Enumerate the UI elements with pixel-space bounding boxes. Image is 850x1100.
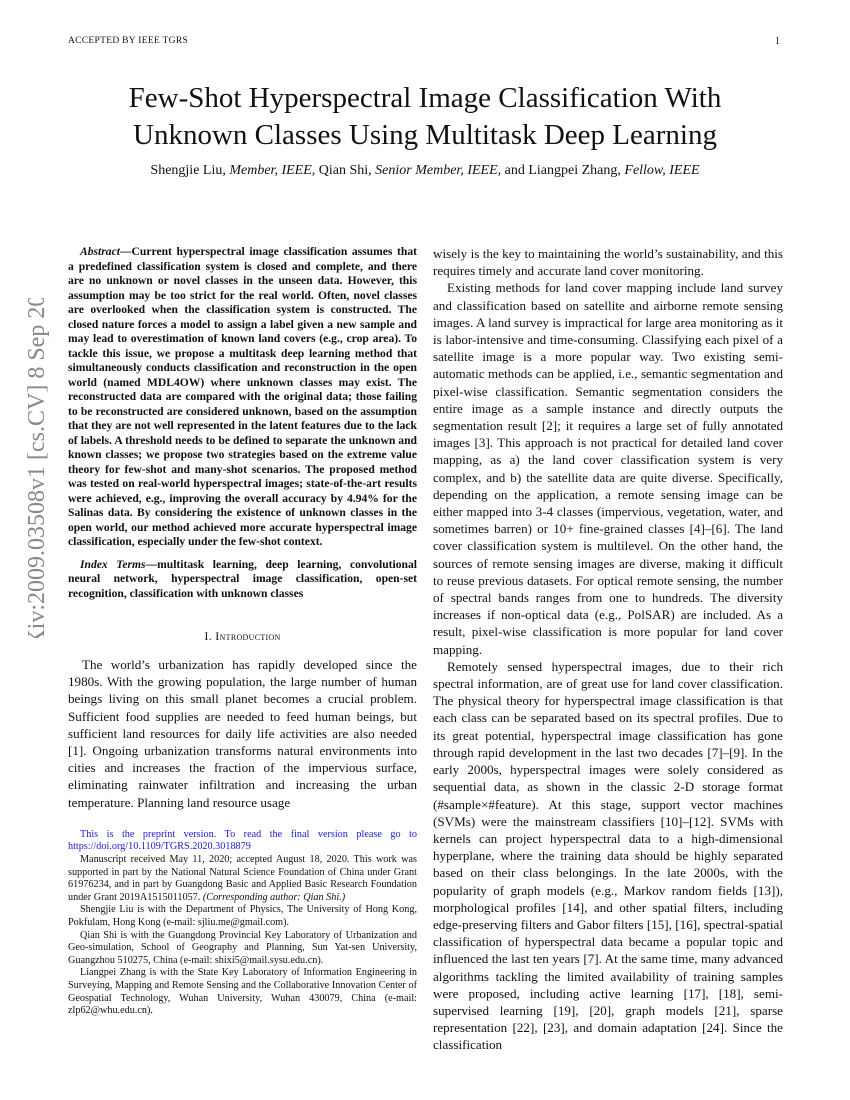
left-column	[68, 245, 417, 1018]
intro-paragraph: The world’s urbanization has rapidly developed since the 1980s. With the growing population, the large number of human beings living on this small planet becomes a crucial problem. Sufficient food supplies are needed to feed human beings, but sufficient land resources for daily life activities are also needed [1]. Ongoing urbanization transforms natural environments into cities and increases the fraction of the impervious surface, eliminating rainwater infiltration and increasing the urban temperature. Planning land resource usage	[68, 657, 417, 810]
preprint-note[interactable]: This is the preprint version. To read the final version please go to https://doi.org/10.1109/TGRS.2020.3018879	[68, 828, 417, 853]
body-paragraph-3: Remotely sensed hyperspectral images, due to their rich spectral information, are of great use for land cover classification. The physical theory for hyperspectral image classification is that each class can be separated based on its spectral profiles. Due to its great potential, hyperspectral image classification has gone through rapid development in the last two decades [7]–[9]. In the early 2000s, hyperspectral images were solely considered as sequential data, as shown in the classic 2-D storage format (#sample×#feature). At this stage, support vector machines (SVMs) were the mainstream classifiers [10]–[12]. SVMs with kernels can project hyperspectral data to a high-dimensional hyperplane, where the training data should be highly separated based on their class belongings. In the late 2000s, with the popularity of graph models (e.g., Markov random fields [13]), morphological profiles [14], and other spatial filters, including edge-preserving filters and Gabor filters [15], [16], spectral-spatial classification of hyperspectral data became a popular topic and influenced the last ten years [7]. At the same time, many advanced algorithms tackling the limited availability of training samples were proposed, including active learning [17], [18], semi-supervised learning [19], [20], graph models [21], sparse representation [22], [23], and domain adaptation [24]. Since the classification	[433, 658, 783, 1053]
arxiv-stamp	[20, 298, 50, 638]
manuscript-text: Manuscript received May 11, 2020; accepted August 18, 2020. This work was supported in part by the National Natural Science Foundation of China under Grant 61976234, and in part by Guangdong Basic and Applied Basic Research Foundation under Grant 2019A1515011057.	[68, 854, 417, 903]
section-title: Introduction	[215, 629, 281, 643]
affiliation-zhang: Liangpei Zhang is with the State Key Laboratory of Information Engineering in Surveying, Mapping and Remote Sensing and the Collaborative Innovation Center of Geospatial Technology, Wuhan University, Wuhan 430079, China (e-mail: zlp62@whu.edu.cn).	[68, 967, 417, 1017]
body-paragraph-2: Existing methods for land cover mapping include land survey and classification based on satellite and airborne remote sensing images. A land survey is impractical for large area monitoring as it is labor-intensive and time-consuming. Classifying each pixel of a satellite image is a more popular way. Two existing semi-automatic methods can be applied, i.e., semantic segmentation and pixel-wise classification. Semantic segmentation considers the entire image as a sample instance and directly outputs the segmentation result [2]; it requires a large set of fully annotated images [3]. This approach is not practical for detailed land cover mapping, as a) the land cover classification system is very complex, and b) the satellite data are quite diverse. Specifically, depending on the application, a remote sensing image can be either mapped into 3-4 classes (impervious, vegetation, water, and sometimes barren) or 10+ fine-grained classes [4]–[6]. The land cover classification system is multilevel. On the other hand, the sources of remote sensing images are diverse, making it difficult to reuse previous datasets. For optical remote sensing, the number of spectral bands ranges from one to hundreds. The diversity increases if non-optical data (e.g., PolSAR) are included. As a result, pixel-wise classification is more popular for land cover mapping.	[433, 280, 783, 657]
index-terms	[68, 558, 417, 602]
abstract-label: Abstract	[80, 245, 120, 258]
abstract-text: —Current hyperspectral image classification assumes that a predefined classification system is closed and complete, and there are no unknown or novel classes in the unseen data. However, this assumption may be too strict for the real world. Often, novel classes are overlooked when the classification system is constructed. The closed nature forces a model to assign a label given a new sample and may lead to overestimation of known land covers (e.g., crop area). To tackle this issue, we propose a multitask deep learning method that simultaneously conducts classification and reconstruction in the open world (named MDL4OW) where unknown classes may exist. The reconstructed data are compared with the original data; those failing to be reconstructed are considered unknown, based on the assumption that they are not well represented in the latent features due to the lack of labels. A threshold needs to be defined to separate the unknown and known classes; we propose two strategies based on the extreme value theory for few-shot and many-shot scenarios. The proposed method was tested on real-world hyperspectral images; state-of-the-art results were achieved, e.g., improving the overall accuracy by 4.94% for the Salinas data. By considering the existence of unknown classes in the open world, our method achieved more accurate hyperspectral image classification, especially under the few-shot context.	[68, 245, 417, 548]
page-number: 1	[775, 36, 780, 47]
title-line-1: Few-Shot Hyperspectral Image Classification With	[128, 82, 722, 114]
arxiv-stamp-text: arXiv:2009.03508v1 [cs.CV] 8 Sep 2020	[24, 298, 50, 638]
abstract	[68, 245, 417, 550]
body-paragraph-1: wisely is the key to maintaining the world’s sustainability, and this requires timely and accurate land cover monitoring.	[433, 246, 783, 279]
journal-header: ACCEPTED BY IEEE TGRS	[68, 36, 189, 46]
manuscript-note	[68, 854, 417, 904]
author-1-name: Shengjie Liu,	[150, 163, 230, 178]
title-line-2: Unknown Classes Using Multitask Deep Learning	[133, 119, 717, 151]
index-terms-text: —multitask learning, deep learning, convolutional neural network, hyperspectral image classification, open-set recognition, classification with unknown classes	[68, 557, 417, 600]
author-1-role: Member, IEEE,	[229, 163, 316, 178]
section-heading	[68, 629, 417, 644]
affiliation-liu: Shengjie Liu is with the Department of Physics, The University of Hong Kong, Pokfulam, Hong Kong (e-mail: sjliu.me@gmail.com).	[68, 904, 417, 928]
author-list	[60, 163, 790, 179]
author-2-name: Qian Shi,	[315, 163, 376, 178]
affiliation-shi: Qian Shi is with the Guangdong Provincial Key Laboratory of Urbanization and Geo-simulation, School of Geography and Planning, Sun Yat-sen University, Guangzhou 510275, China (e-mail: shixi5@mail.sysu.edu.cn).	[68, 929, 417, 966]
paper-title	[60, 80, 790, 154]
right-column	[433, 245, 783, 1054]
author-3-role: Fellow, IEEE	[624, 163, 700, 178]
author-2-role: Senior Member, IEEE,	[375, 163, 502, 178]
index-terms-label: Index Terms	[80, 557, 146, 571]
corresponding-author: (Corresponding author: Qian Shi.)	[202, 891, 346, 903]
author-3-name: and Liangpei Zhang,	[501, 163, 625, 178]
section-numeral: I.	[204, 629, 216, 643]
